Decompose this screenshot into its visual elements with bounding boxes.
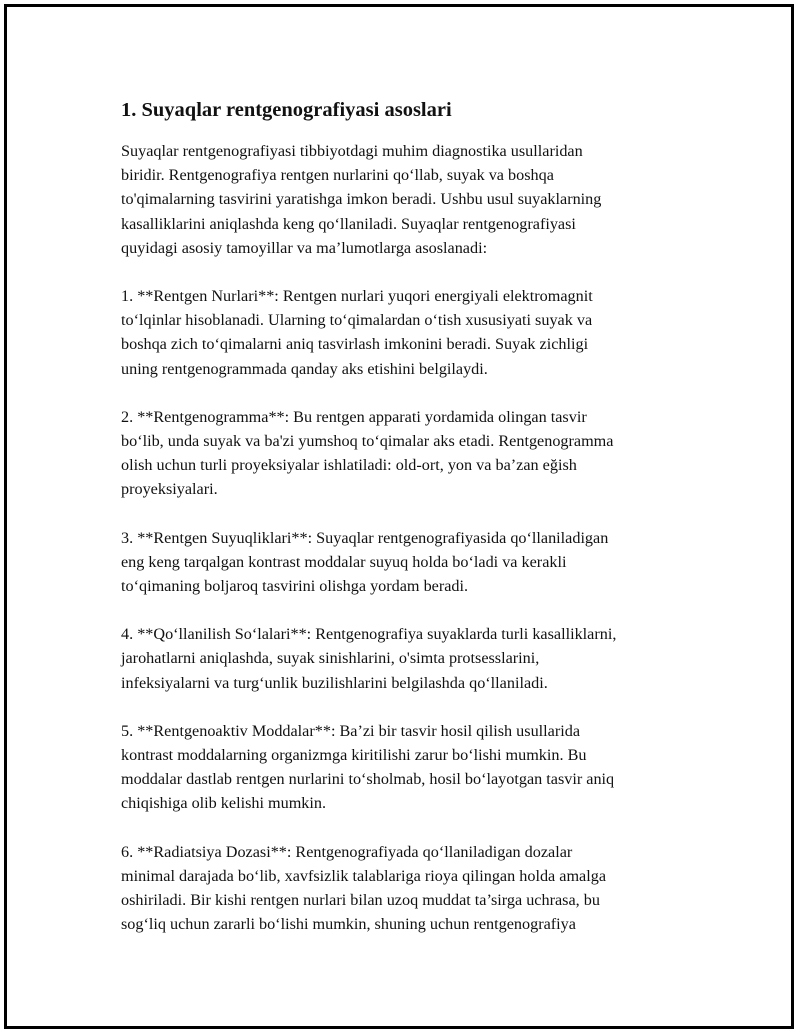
text-line: sog‘liq uchun zararli bo‘lishi mumkin, shuning uchun rentgenografiya [121, 915, 576, 934]
text-line: oshiriladi. Bir kishi rentgen nurlari bilan uzoq muddat ta’sirga uchrasa, bu [121, 891, 600, 910]
text-line: 6. **Radiatsiya Dozasi**: Rentgenografiyada qo‘llaniladigan dozalar [121, 842, 573, 861]
list-paragraph-4 [121, 622, 681, 695]
document-body [121, 97, 681, 960]
text-line: Suyaqlar rentgenografiyasi tibbiyotdagi muhim diagnostika usullaridan [121, 142, 583, 160]
list-paragraph-1 [121, 284, 681, 381]
text-line: chiqishiga olib kelishi mumkin. [121, 794, 327, 813]
text-line: 5. **Rentgenoaktiv Moddalar**: Ba’zi bir tasvir hosil qilish usullarida [121, 721, 581, 740]
text-line: to‘qimaning boljaroq tasvirini olishga yordam beradi. [121, 577, 469, 596]
list-paragraph-2 [121, 405, 681, 502]
page-frame [4, 4, 794, 1029]
text-line: moddalar dastlab rentgen nurlarini to‘sholmab, hosil bo‘layotgan tasvir aniq [121, 770, 615, 789]
text-line: bo‘lib, unda suyak va ba'zi yumshoq to‘qimalar aks etadi. Rentgenogramma [121, 432, 614, 451]
intro-paragraph [121, 139, 681, 260]
text-line: 4. **Qo‘llanilish So‘lalari**: Rentgenografiya suyaklarda turli kasalliklarni, [121, 625, 617, 644]
text-line: kontrast moddalarning organizmga kiritilishi zarur bo‘lishi mumkin. Bu [121, 746, 587, 765]
text-line: infeksiyalarni va turg‘unlik buzilishlarini belgilashda qo‘llaniladi. [121, 673, 548, 692]
text-line: biridir. Rentgenografiya rentgen nurlarini qo‘llab, suyak va boshqa [121, 166, 554, 185]
text-line: boshqa zich to‘qimalarni aniq tasvirlash imkonini beradi. Suyak zichligi [121, 335, 589, 354]
text-line: olish uchun turli proyeksiyalar ishlatiladi: old-ort, yon va ba’zan eğish [121, 456, 577, 475]
list-paragraph-6 [121, 840, 681, 937]
text-line: to'qimalarning tasvirini yaratishga imkon beradi. Ushbu usul suyaklarning [121, 190, 602, 209]
text-line: quyidagi asosiy tamoyillar va ma’lumotlarga asoslanadi: [121, 238, 488, 257]
list-paragraph-5 [121, 719, 681, 816]
text-line: 2. **Rentgenogramma**: Bu rentgen apparati yordamida olingan tasvir [121, 407, 587, 426]
text-line: eng keng tarqalgan kontrast moddalar suyuq holda bo‘ladi va kerakli [121, 552, 567, 571]
text-line: uning rentgenogrammada qanday aks etishini belgilaydi. [121, 359, 488, 378]
text-line: minimal darajada bo‘lib, xavfsizlik talablariga rioya qilingan holda amalga [121, 866, 607, 885]
text-line: 3. **Rentgen Suyuqliklari**: Suyaqlar rentgenografiyasida qo‘llaniladigan [121, 528, 609, 547]
list-paragraph-3 [121, 526, 681, 599]
text-line: jarohatlarni aniqlashda, suyak sinishlarini, o'simta protsesslarini, [121, 649, 540, 668]
text-line: 1. **Rentgen Nurlari**: Rentgen nurlari yuqori energiyali elektromagnit [121, 287, 593, 306]
text-line: to‘lqinlar hisoblanadi. Ularning to‘qimalardan o‘tish xususiyati suyak va [121, 311, 593, 330]
text-line: kasalliklarini aniqlashda keng qo‘llaniladi. Suyaqlar rentgenografiyasi [121, 214, 576, 233]
section-heading: 1. Suyaqlar rentgenografiyasi asoslari [121, 99, 452, 121]
text-line: proyeksiyalari. [121, 480, 218, 499]
